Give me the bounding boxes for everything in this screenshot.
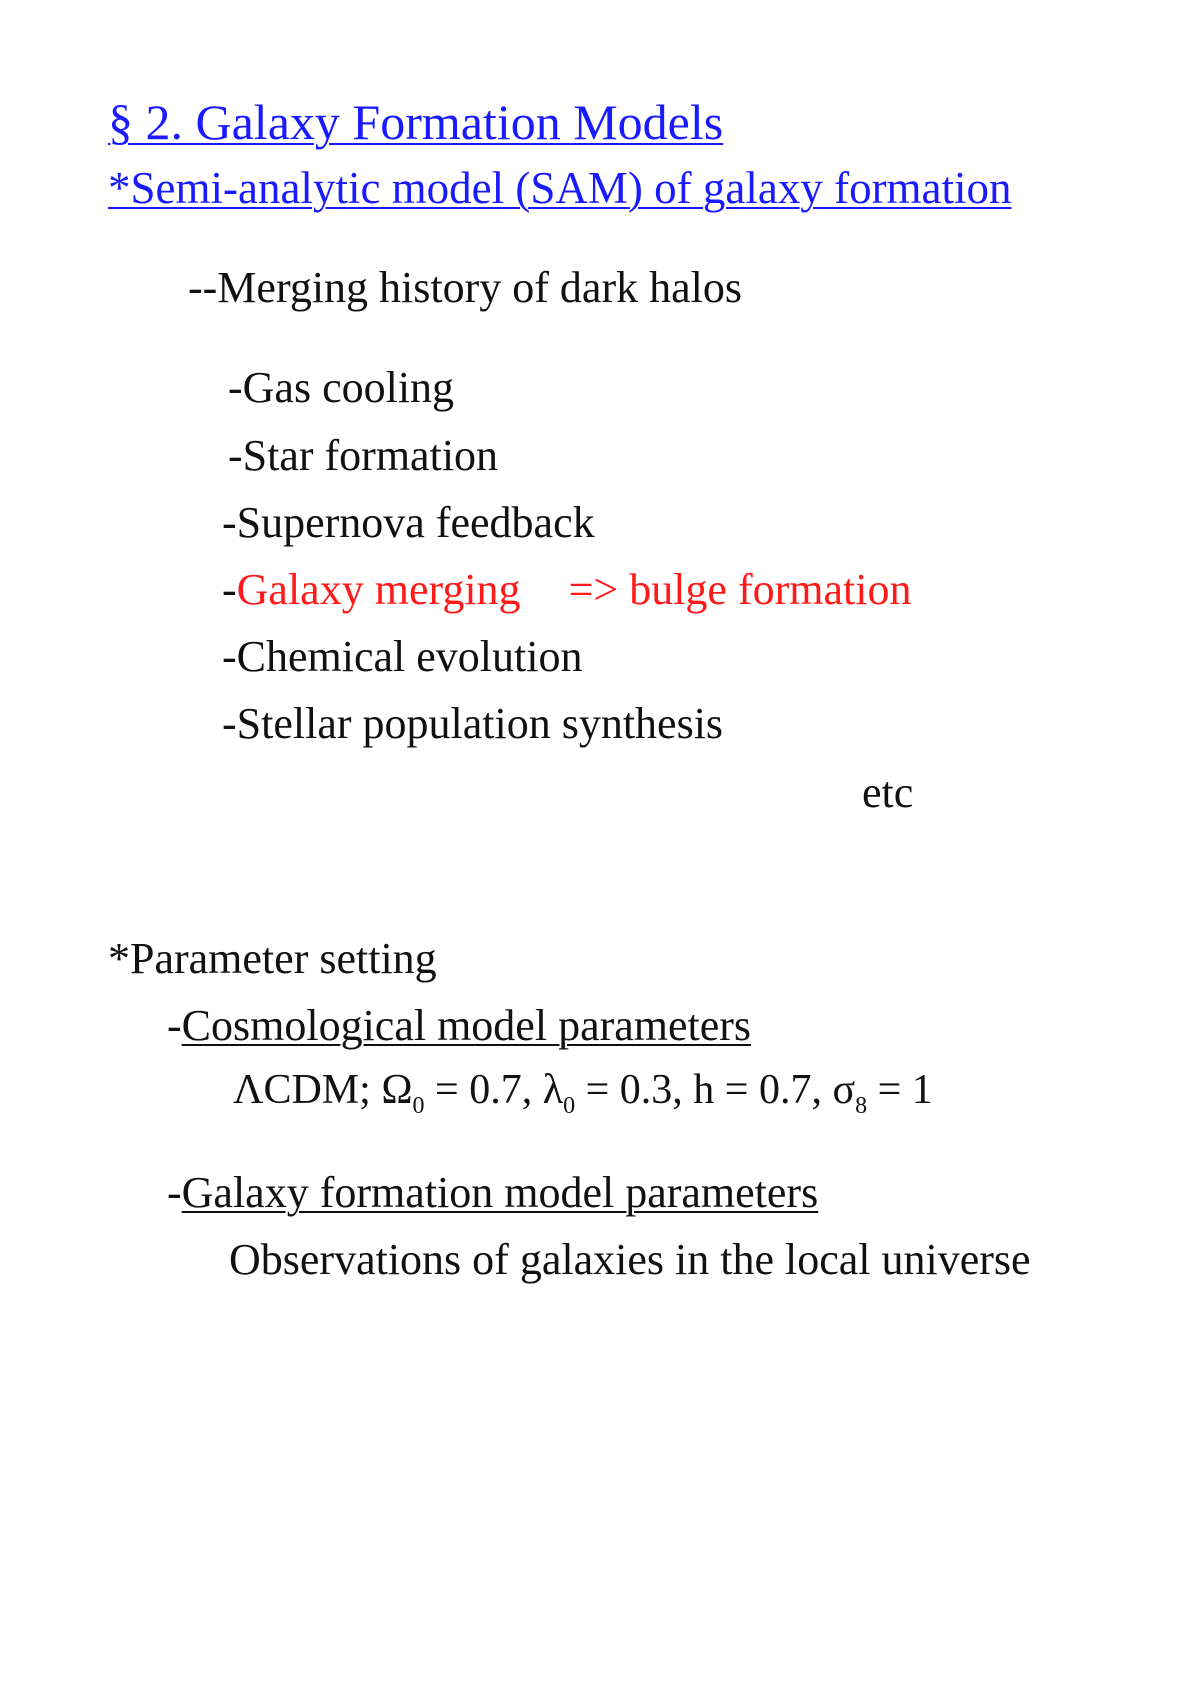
formula-lambda-value: = 0.3, h = 0.7,	[575, 1067, 833, 1113]
formula-sigma-sub: 8	[855, 1093, 868, 1119]
bulge-formation-result: => bulge formation	[568, 565, 912, 614]
cosmo-params-item	[167, 1000, 751, 1052]
process-item-supernova-feedback: -Supernova feedback	[222, 498, 595, 547]
section-subtitle[interactable]: *Semi-analytic model (SAM) of galaxy formation	[108, 163, 1012, 213]
cosmo-dash: -	[167, 1001, 182, 1050]
merging-history-item: --Merging history of dark halos	[188, 263, 742, 312]
process-item-star-formation: -Star formation	[228, 431, 499, 480]
process-item-gas-cooling: -Gas cooling	[228, 363, 455, 412]
formula-lambda: λ	[542, 1067, 564, 1113]
merging-dash: -	[222, 565, 237, 614]
formula-lambda-sub: 0	[563, 1093, 576, 1119]
process-item-galaxy-merging	[222, 564, 911, 616]
galaxy-dash: -	[167, 1168, 182, 1217]
page-title[interactable]: § 2. Galaxy Formation Models	[108, 94, 724, 150]
cosmo-params-label: Cosmological model parameters	[181, 1001, 752, 1050]
cosmo-formula	[233, 1064, 933, 1132]
galaxy-params-description: Observations of galaxies in the local universe	[229, 1235, 1031, 1284]
process-item-chemical-evolution: -Chemical evolution	[222, 632, 583, 681]
parameter-setting-heading: *Parameter setting	[108, 934, 437, 983]
formula-omega-value: = 0.7,	[424, 1067, 543, 1113]
formula-model: ΛCDM;	[233, 1067, 382, 1113]
etc-label: etc	[862, 768, 914, 817]
galaxy-params-label: Galaxy formation model parameters	[181, 1168, 819, 1217]
galaxy-params-item	[167, 1167, 818, 1219]
formula-sigma-value: = 1	[867, 1067, 933, 1113]
galaxy-merging-label: Galaxy merging	[236, 565, 521, 614]
process-item-stellar-population: -Stellar population synthesis	[222, 699, 724, 748]
formula-sigma: σ	[832, 1067, 856, 1113]
formula-omega: Ω	[381, 1067, 413, 1113]
formula-omega-sub: 0	[412, 1093, 425, 1119]
